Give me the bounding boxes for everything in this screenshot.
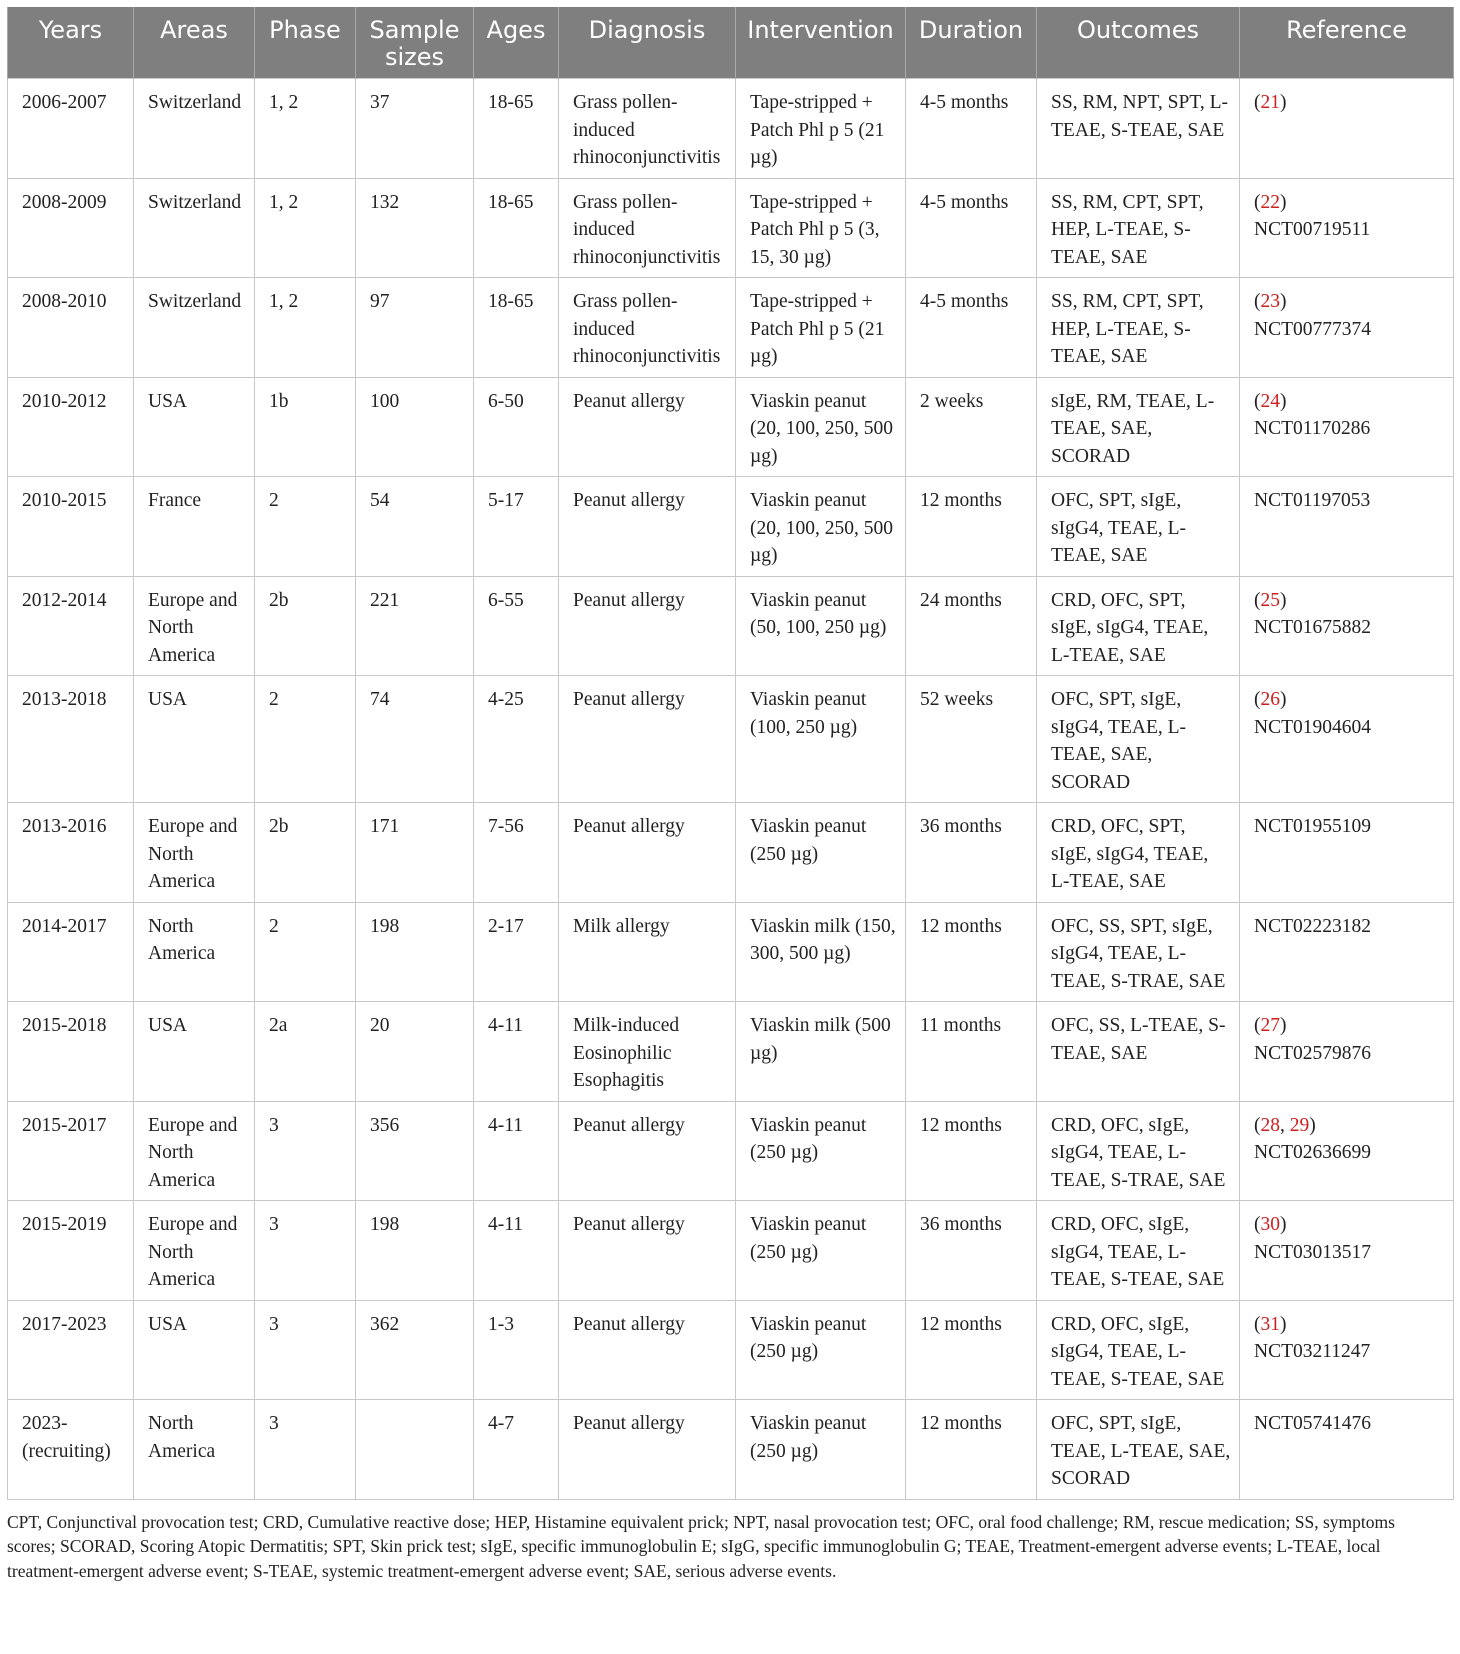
table-row [8, 576, 1454, 676]
cell-intervention: Viaskin peanut (20, 100, 250, 500 µg) [736, 477, 906, 577]
cell-sample-size: 362 [356, 1300, 474, 1400]
cell-intervention: Viaskin peanut (50, 100, 250 µg) [736, 576, 906, 676]
cell-ages: 4-25 [474, 676, 559, 803]
cell-areas: Europe and North America [134, 576, 255, 676]
cell-intervention: Viaskin peanut (250 µg) [736, 1300, 906, 1400]
nct-identifier: NCT00719511 [1254, 219, 1371, 240]
nct-identifier: NCT00777374 [1254, 318, 1371, 340]
table-header [8, 7, 1454, 79]
cell-areas: Switzerland [134, 278, 255, 378]
cell-outcomes: OFC, SPT, sIgE, TEAE, L-TEAE, SAE, SCORAD [1037, 1400, 1240, 1500]
table-row [8, 1300, 1454, 1400]
citation-link[interactable]: 28, 29 [1260, 1114, 1310, 1136]
cell-ages: 4-11 [474, 1101, 559, 1201]
cell-diagnosis: Peanut allergy [559, 1400, 736, 1500]
cell-diagnosis: Grass pollen-induced rhinoconjunctivitis [559, 178, 736, 278]
cell-ages: 7-56 [474, 803, 559, 903]
citation-link[interactable]: 24 [1260, 390, 1280, 412]
cell-duration: 2 weeks [906, 377, 1037, 477]
citation-link[interactable]: 31 [1260, 1313, 1280, 1335]
cell-intervention: Tape-stripped + Patch Phl p 5 (21 µg) [736, 79, 906, 179]
cell-duration: 4-5 months [906, 178, 1037, 278]
cell-outcomes: CRD, OFC, sIgE, sIgG4, TEAE, L-TEAE, S-TEAE, SAE [1037, 1300, 1240, 1400]
cell-duration: 11 months [906, 1002, 1037, 1102]
cell-phase: 3 [255, 1300, 356, 1400]
cell-intervention: Viaskin peanut (250 µg) [736, 1201, 906, 1301]
cell-outcomes: SS, RM, CPT, SPT, HEP, L-TEAE, S-TEAE, SAE [1037, 278, 1240, 378]
nct-identifier: NCT02579876 [1254, 1042, 1371, 1064]
cell-intervention: Viaskin peanut (20, 100, 250, 500 µg) [736, 377, 906, 477]
cell-areas: Switzerland [134, 79, 255, 179]
cell-sample-size: 132 [356, 178, 474, 278]
cell-duration: 12 months [906, 1300, 1037, 1400]
table-row [8, 1400, 1454, 1500]
table-row [8, 902, 1454, 1002]
cell-duration: 4-5 months [906, 79, 1037, 179]
citation-link[interactable]: 26 [1260, 689, 1280, 710]
cell-sample-size: 171 [356, 803, 474, 903]
citation: (30) [1254, 1214, 1287, 1235]
citation-link[interactable]: 25 [1260, 589, 1280, 611]
cell-intervention: Viaskin peanut (250 µg) [736, 1400, 906, 1500]
cell-reference [1240, 803, 1454, 903]
table-body [8, 79, 1454, 1500]
cell-outcomes: CRD, OFC, sIgE, sIgG4, TEAE, L-TEAE, S-TEAE, SAE [1037, 1201, 1240, 1301]
cell-diagnosis: Peanut allergy [559, 1201, 736, 1301]
cell-years: 2015-2018 [8, 1002, 134, 1102]
table-row [8, 803, 1454, 903]
cell-ages: 1-3 [474, 1300, 559, 1400]
cell-outcomes: OFC, SPT, sIgE, sIgG4, TEAE, L-TEAE, SAE [1037, 477, 1240, 577]
nct-identifier: NCT01197053 [1254, 490, 1371, 511]
cell-outcomes: OFC, SS, SPT, sIgE, sIgG4, TEAE, L-TEAE, S-TRAE, SAE [1037, 902, 1240, 1002]
cell-sample-size: 54 [356, 477, 474, 577]
table-row [8, 178, 1454, 278]
table-row [8, 79, 1454, 179]
cell-sample-size: 198 [356, 1201, 474, 1301]
cell-sample-size: 100 [356, 377, 474, 477]
cell-outcomes: CRD, OFC, SPT, sIgE, sIgG4, TEAE, L-TEAE, SAE [1037, 576, 1240, 676]
cell-diagnosis: Peanut allergy [559, 1101, 736, 1201]
cell-areas: Europe and North America [134, 803, 255, 903]
cell-phase: 3 [255, 1400, 356, 1500]
cell-areas: North America [134, 902, 255, 1002]
nct-identifier: NCT02636699 [1254, 1142, 1371, 1163]
cell-outcomes: CRD, OFC, sIgE, sIgG4, TEAE, L-TEAE, S-TRAE, SAE [1037, 1101, 1240, 1201]
cell-outcomes: CRD, OFC, SPT, sIgE, sIgG4, TEAE, L-TEAE, SAE [1037, 803, 1240, 903]
trials-table-container [7, 7, 1453, 1583]
citation-link[interactable]: 23 [1260, 291, 1280, 312]
header-outcomes: Outcomes [1037, 7, 1240, 79]
cell-reference [1240, 1002, 1454, 1102]
cell-duration: 12 months [906, 1400, 1037, 1500]
cell-sample-size: 356 [356, 1101, 474, 1201]
cell-years: 2012-2014 [8, 576, 134, 676]
table-footnote: CPT, Conjunctival provocation test; CRD, Cumulative reactive dose; HEP, Histamine equivalent prick; NPT, nasal provocation test; OFC, oral food challenge; RM, rescue medication; SS, symptoms scores; SCORAD, Scoring Atopic Dermatitis; SPT, Skin prick test; sIgE, specific immunoglobulin E; sIgG, specific immunoglobulin G; TEAE, Treatment-emergent adverse events; L-TEAE, local treatment-emergent adverse event; S-TEAE, systemic treatment-emergent adverse event; SAE, serious adverse events. [7, 1511, 1395, 1581]
cell-ages: 4-11 [474, 1201, 559, 1301]
cell-reference [1240, 1201, 1454, 1301]
header-areas: Areas [134, 7, 255, 79]
cell-duration: 12 months [906, 902, 1037, 1002]
cell-diagnosis: Peanut allergy [559, 803, 736, 903]
cell-years: 2006-2007 [8, 79, 134, 179]
cell-areas: USA [134, 377, 255, 477]
cell-diagnosis: Milk-induced Eosinophilic Esophagitis [559, 1002, 736, 1102]
cell-phase: 2a [255, 1002, 356, 1102]
cell-ages: 4-11 [474, 1002, 559, 1102]
cell-reference [1240, 278, 1454, 378]
cell-diagnosis: Peanut allergy [559, 676, 736, 803]
cell-outcomes: OFC, SS, L-TEAE, S-TEAE, SAE [1037, 1002, 1240, 1102]
cell-reference [1240, 377, 1454, 477]
header-intervention: Intervention [736, 7, 906, 79]
cell-phase: 2b [255, 803, 356, 903]
cell-outcomes: OFC, SPT, sIgE, sIgG4, TEAE, L-TEAE, SAE, SCORAD [1037, 676, 1240, 803]
cell-diagnosis: Peanut allergy [559, 1300, 736, 1400]
citation: (23) [1254, 291, 1287, 312]
citation-link[interactable]: 21 [1260, 92, 1280, 113]
nct-identifier: NCT05741476 [1254, 1413, 1371, 1434]
cell-sample-size: 97 [356, 278, 474, 378]
cell-duration: 36 months [906, 1201, 1037, 1301]
cell-phase: 1, 2 [255, 178, 356, 278]
citation: (28, 29) [1254, 1114, 1316, 1136]
cell-reference [1240, 676, 1454, 803]
cell-intervention: Viaskin peanut (100, 250 µg) [736, 676, 906, 803]
cell-ages: 2-17 [474, 902, 559, 1002]
cell-outcomes: SS, RM, NPT, SPT, L-TEAE, S-TEAE, SAE [1037, 79, 1240, 179]
cell-sample-size: 20 [356, 1002, 474, 1102]
cell-sample-size: 198 [356, 902, 474, 1002]
cell-areas: Europe and North America [134, 1101, 255, 1201]
cell-sample-size: 221 [356, 576, 474, 676]
cell-ages: 4-7 [474, 1400, 559, 1500]
cell-reference [1240, 79, 1454, 179]
citation-link[interactable]: 30 [1260, 1214, 1280, 1235]
cell-intervention: Tape-stripped + Patch Phl p 5 (3, 15, 30 µg) [736, 178, 906, 278]
cell-duration: 4-5 months [906, 278, 1037, 378]
trials-table [7, 7, 1454, 1500]
citation-link[interactable]: 22 [1260, 191, 1280, 213]
cell-ages: 6-55 [474, 576, 559, 676]
header-diagnosis: Diagnosis [559, 7, 736, 79]
header-sample-sizes: Sample sizes [356, 7, 474, 79]
nct-identifier: NCT03211247 [1254, 1341, 1371, 1362]
header-phase: Phase [255, 7, 356, 79]
cell-years: 2015-2019 [8, 1201, 134, 1301]
cell-years: 2010-2015 [8, 477, 134, 577]
cell-ages: 5-17 [474, 477, 559, 577]
cell-sample-size: 74 [356, 676, 474, 803]
table-row [8, 676, 1454, 803]
cell-phase: 3 [255, 1201, 356, 1301]
cell-duration: 12 months [906, 477, 1037, 577]
cell-phase: 3 [255, 1101, 356, 1201]
cell-years: 2014-2017 [8, 902, 134, 1002]
cell-years: 2015-2017 [8, 1101, 134, 1201]
cell-sample-size: 37 [356, 79, 474, 179]
cell-years: 2013-2016 [8, 803, 134, 903]
citation: (27) [1254, 1015, 1287, 1036]
nct-identifier: NCT01904604 [1254, 716, 1371, 738]
citation: (22) [1254, 191, 1287, 213]
cell-areas: Europe and North America [134, 1201, 255, 1301]
table-row [8, 1201, 1454, 1301]
cell-intervention: Viaskin peanut (250 µg) [736, 803, 906, 903]
citation: (31) [1254, 1313, 1287, 1335]
cell-reference [1240, 477, 1454, 577]
cell-duration: 52 weeks [906, 676, 1037, 803]
cell-reference [1240, 1300, 1454, 1400]
cell-areas: USA [134, 1002, 255, 1102]
header-reference: Reference [1240, 7, 1454, 79]
cell-diagnosis: Peanut allergy [559, 377, 736, 477]
cell-reference [1240, 902, 1454, 1002]
header-years: Years [8, 7, 134, 79]
table-row [8, 477, 1454, 577]
cell-intervention: Viaskin milk (500 µg) [736, 1002, 906, 1102]
cell-outcomes: SS, RM, CPT, SPT, HEP, L-TEAE, S-TEAE, SAE [1037, 178, 1240, 278]
header-ages: Ages [474, 7, 559, 79]
cell-diagnosis: Grass pollen-induced rhinoconjunctivitis [559, 79, 736, 179]
cell-reference [1240, 576, 1454, 676]
cell-diagnosis: Peanut allergy [559, 477, 736, 577]
citation-link[interactable]: 27 [1260, 1015, 1280, 1036]
cell-phase: 2 [255, 676, 356, 803]
cell-areas: USA [134, 676, 255, 803]
cell-diagnosis: Milk allergy [559, 902, 736, 1002]
cell-intervention: Viaskin milk (150, 300, 500 µg) [736, 902, 906, 1002]
citation: (24) [1254, 390, 1287, 412]
citation: (26) [1254, 689, 1287, 710]
table-row [8, 377, 1454, 477]
cell-phase: 2b [255, 576, 356, 676]
cell-phase: 2 [255, 902, 356, 1002]
cell-areas: North America [134, 1400, 255, 1500]
nct-identifier: NCT01955109 [1254, 816, 1371, 837]
header-row [8, 7, 1454, 79]
cell-reference [1240, 1400, 1454, 1500]
cell-outcomes: sIgE, RM, TEAE, L-TEAE, SAE, SCORAD [1037, 377, 1240, 477]
cell-years: 2008-2009 [8, 178, 134, 278]
cell-ages: 18-65 [474, 178, 559, 278]
cell-years: 2017-2023 [8, 1300, 134, 1400]
cell-areas: USA [134, 1300, 255, 1400]
citation: (25) [1254, 589, 1287, 611]
cell-reference [1240, 178, 1454, 278]
cell-diagnosis: Grass pollen-induced rhinoconjunctivitis [559, 278, 736, 378]
cell-areas: France [134, 477, 255, 577]
cell-phase: 1b [255, 377, 356, 477]
cell-ages: 18-65 [474, 79, 559, 179]
table-row [8, 1002, 1454, 1102]
header-duration: Duration [906, 7, 1037, 79]
cell-diagnosis: Peanut allergy [559, 576, 736, 676]
nct-identifier: NCT01675882 [1254, 617, 1371, 638]
cell-years: 2013-2018 [8, 676, 134, 803]
citation: (21) [1254, 92, 1287, 113]
cell-intervention: Viaskin peanut (250 µg) [736, 1101, 906, 1201]
table-row [8, 278, 1454, 378]
cell-years: 2008-2010 [8, 278, 134, 378]
table-row [8, 1101, 1454, 1201]
nct-identifier: NCT01170286 [1254, 418, 1371, 439]
cell-duration: 24 months [906, 576, 1037, 676]
cell-years: 2010-2012 [8, 377, 134, 477]
cell-phase: 2 [255, 477, 356, 577]
cell-duration: 12 months [906, 1101, 1037, 1201]
nct-identifier: NCT03013517 [1254, 1241, 1371, 1263]
cell-years: 2023-(recruiting) [8, 1400, 134, 1500]
cell-intervention: Tape-stripped + Patch Phl p 5 (21 µg) [736, 278, 906, 378]
cell-phase: 1, 2 [255, 79, 356, 179]
cell-areas: Switzerland [134, 178, 255, 278]
cell-phase: 1, 2 [255, 278, 356, 378]
cell-sample-size [356, 1400, 474, 1500]
cell-ages: 18-65 [474, 278, 559, 378]
nct-identifier: NCT02223182 [1254, 915, 1371, 937]
cell-ages: 6-50 [474, 377, 559, 477]
cell-duration: 36 months [906, 803, 1037, 903]
cell-reference [1240, 1101, 1454, 1201]
